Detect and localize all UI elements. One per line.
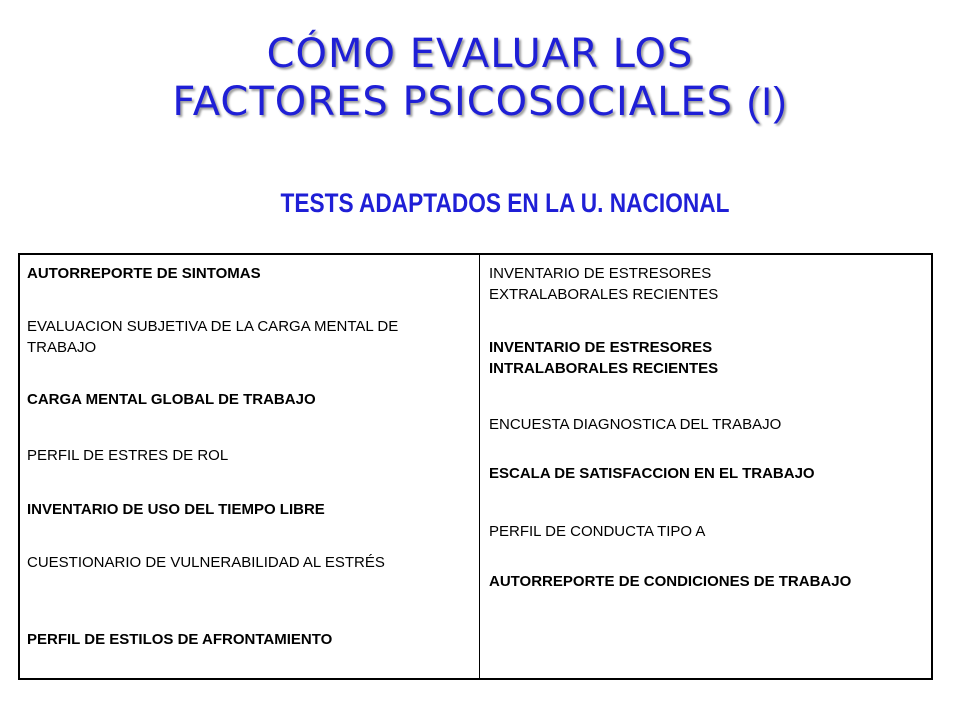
tests-column-left: [20, 255, 480, 678]
test-item: INVENTARIO DE ESTRESORES EXTRALABORALES RECIENTES: [489, 265, 719, 303]
tests-table: [18, 253, 933, 680]
title-line-2-text: FACTORES PSICOSOCIALES: [172, 79, 734, 125]
test-item: PERFIL DE CONDUCTA TIPO A: [489, 523, 706, 540]
test-item: CUESTIONARIO DE VULNERABILIDAD AL ESTRÉS: [27, 554, 385, 571]
test-item: AUTORREPORTE DE SINTOMAS: [27, 265, 261, 282]
tests-column-right: [480, 255, 931, 678]
title-line-1: CÓMO EVALUAR LOS: [266, 31, 694, 77]
test-item: INVENTARIO DE ESTRESORES INTRALABORALES RECIENTES: [489, 339, 719, 377]
test-item: ENCUESTA DIAGNOSTICA DEL TRABAJO: [489, 416, 782, 433]
slide-title: [0, 30, 960, 126]
test-item: CARGA MENTAL GLOBAL DE TRABAJO: [27, 391, 316, 408]
test-item: INVENTARIO DE USO DEL TIEMPO LIBRE: [27, 501, 325, 518]
test-item: ESCALA DE SATISFACCION EN EL TRABAJO: [489, 465, 815, 482]
test-item: PERFIL DE ESTRES DE ROL: [27, 447, 229, 464]
slide-subtitle: TESTS ADAPTADOS EN LA U. NACIONAL: [280, 188, 730, 218]
title-suffix: (I): [746, 80, 788, 124]
test-item: EVALUACION SUBJETIVA DE LA CARGA MENTAL DE TRABAJO: [27, 318, 399, 356]
title-line-2: [0, 78, 960, 126]
test-item: PERFIL DE ESTILOS DE AFRONTAMIENTO: [27, 631, 333, 648]
test-item: AUTORREPORTE DE CONDICIONES DE TRABAJO: [489, 573, 852, 590]
